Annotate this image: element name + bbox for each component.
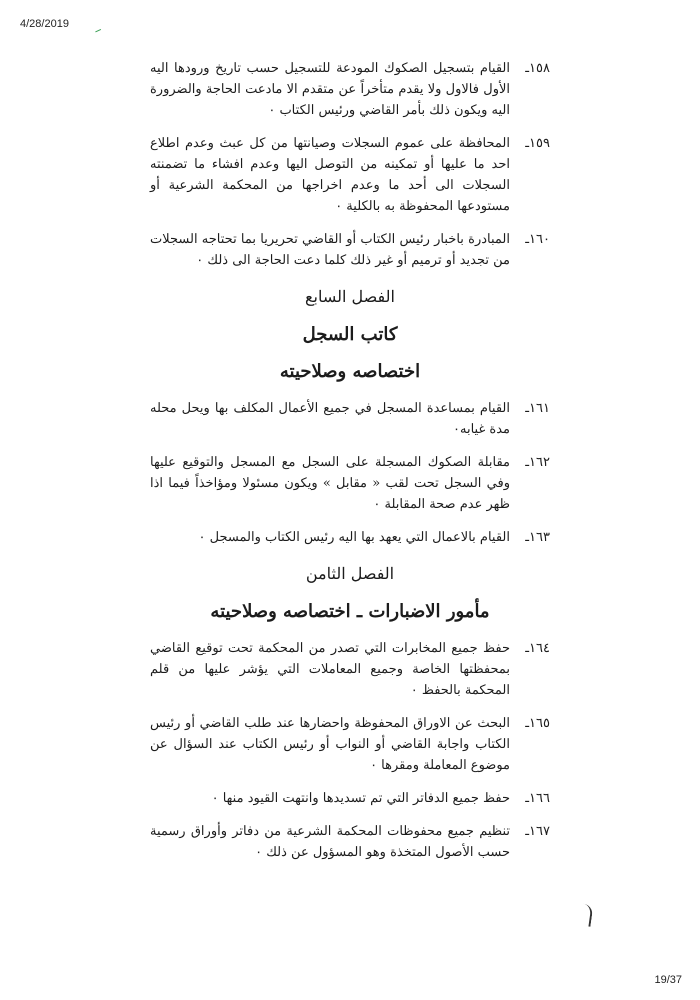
article-163 xyxy=(150,527,550,548)
article-text: تنظيم جميع محفوظات المحكمة الشرعية من دفاتر وأوراق رسمية حسب الأصول المتخذة وهو المسؤول عن ذلك ٠ xyxy=(150,824,510,860)
section-heading: مأمور الاضبارات ـ اختصاصه وصلاحيته xyxy=(210,601,490,622)
article-number: ١٦٣ـ xyxy=(525,530,550,545)
article-text: البحث عن الاوراق المحفوظة واحضارها عند طلب القاضي أو رئيس الكتاب واجابة القاضي أو النواب أو رئيس الكتاب عند السؤال عن موضوع المعاملة ومقرها ٠ xyxy=(150,716,510,773)
article-number: ١٦٦ـ xyxy=(525,791,550,806)
section-subheading: اختصاصه وصلاحيته xyxy=(279,361,421,382)
print-date: 4/28/2019 xyxy=(20,18,69,30)
article-160 xyxy=(150,229,550,271)
article-number: ١٦٢ـ xyxy=(525,455,550,470)
article-text: المحافظة على عموم السجلات وصيانتها من كل عبث وعدم اطلاع احد ما عليها أو تمكينه من التوصل اليها وعدم افشاء ما تضمنته السجلات الى أحد ما وعدم اخراجها من المحكمة الشرعية أو مستودعها المحفوظة به بالكلية ٠ xyxy=(150,136,510,214)
article-159 xyxy=(150,133,550,217)
article-number: ١٦١ـ xyxy=(525,401,550,416)
article-number: ١٦٠ـ xyxy=(525,232,550,247)
pen-mark xyxy=(95,29,103,36)
article-number: ١٥٩ـ xyxy=(525,136,550,151)
section-heading: كاتب السجل xyxy=(302,324,398,345)
article-166 xyxy=(150,788,550,809)
article-number: ١٦٥ـ xyxy=(525,716,550,731)
article-number: ١٦٧ـ xyxy=(525,824,550,839)
article-161 xyxy=(150,398,550,440)
article-text: مقابلة الصكوك المسجلة على السجل مع المسجل والتوقيع عليها وفي السجل تحت لقب « مقابل » ويكون مسئولا ومؤاخذاً فيما اذا ظهر عدم صحة المقابلة ٠ xyxy=(150,455,510,512)
document-body xyxy=(150,58,550,875)
article-number: ١٦٤ـ xyxy=(525,641,550,656)
article-text: حفظ جميع الدفاتر التي تم تسديدها وانتهت القيود منها ٠ xyxy=(211,791,510,806)
article-158 xyxy=(150,58,550,121)
chapter-title: الفصل الثامن xyxy=(305,564,395,583)
article-text: حفظ جميع المخابرات التي تصدر من المحكمة تحت توقيع القاضي بمحفظتها الخاصة وجميع المعاملات التي يؤشر عليها من قلم المحكمة بالحفظ ٠ xyxy=(150,641,510,698)
page-number: 19/37 xyxy=(654,974,682,986)
article-text: القيام بالاعمال التي يعهد بها اليه رئيس الكتاب والمسجل ٠ xyxy=(198,530,510,545)
article-164 xyxy=(150,638,550,701)
article-number: ١٥٨ـ xyxy=(525,61,550,76)
chapter-title: الفصل السابع xyxy=(305,287,395,306)
article-167 xyxy=(150,821,550,863)
article-text: القيام بتسجيل الصكوك المودعة للتسجيل حسب تاريخ ورودها اليه الأول فالاول ولا يقدم متأخراً عن متقدم الا مادعت الحاجة والضرورة اليه ويكون ذلك بأمر القاضي ورئيس الكتاب ٠ xyxy=(150,61,510,118)
scan-artifact xyxy=(577,903,594,927)
article-162 xyxy=(150,452,550,515)
article-165 xyxy=(150,713,550,776)
article-text: القيام بمساعدة المسجل في جميع الأعمال المكلف بها ويحل محله مدة غيابه٠ xyxy=(150,401,510,437)
article-text: المبادرة باخبار رئيس الكتاب أو القاضي تحريريا بما تحتاجه السجلات من تجديد أو ترميم أو غير ذلك كلما دعت الحاجة الى ذلك ٠ xyxy=(150,232,510,268)
